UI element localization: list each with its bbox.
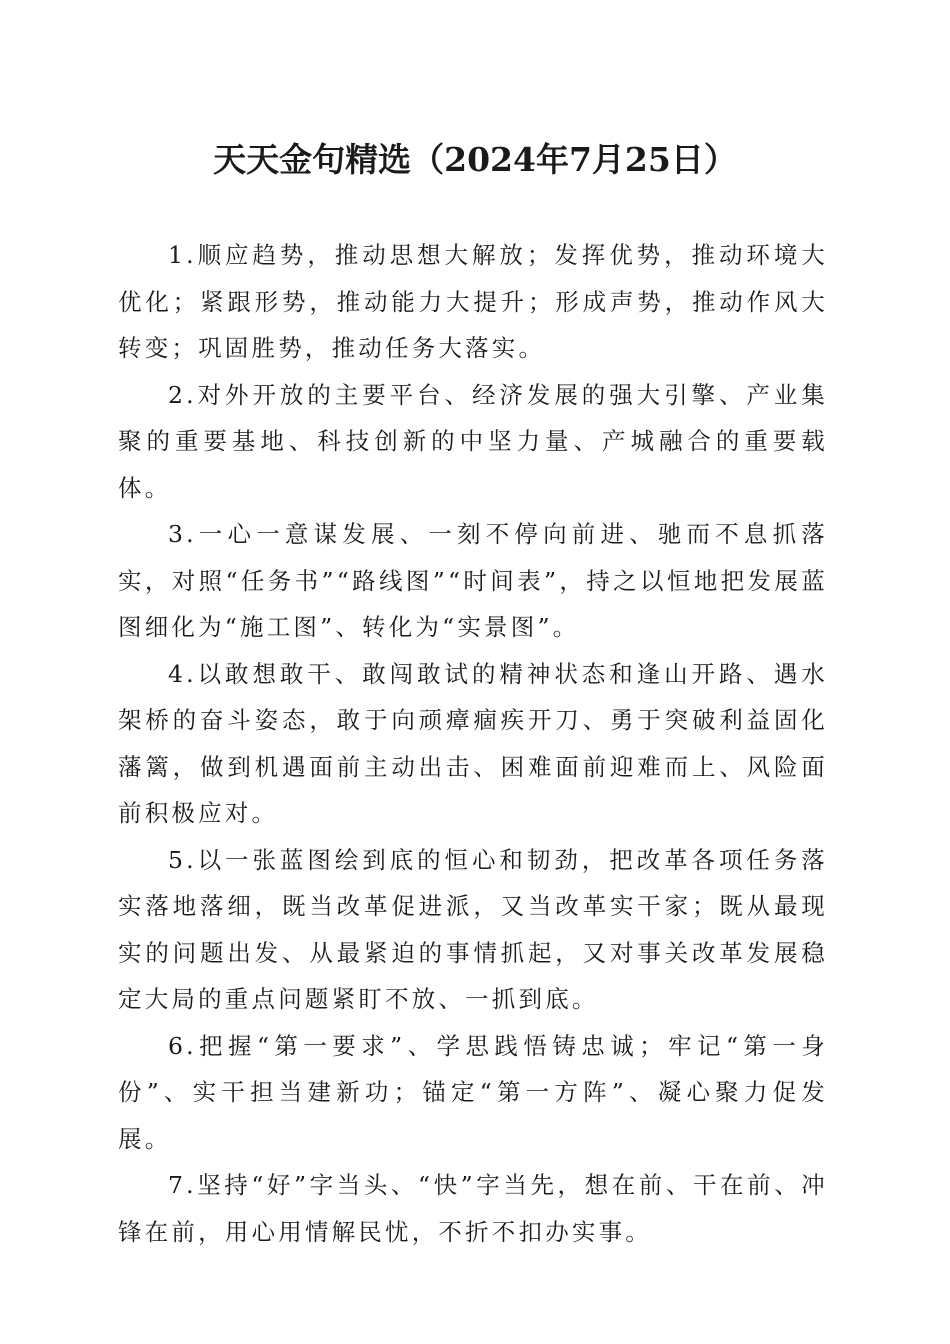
paragraph-2: 2.对外开放的主要平台、经济发展的强大引擎、产业集聚的重要基地、科技创新的中坚力量、产城融合的重要载体。: [118, 380, 828, 502]
paragraph-7: 7.坚持“好”字当头、“快”字当先，想在前、干在前、冲锋在前，用心用情解民忧，不折不扣办实事。: [118, 1171, 828, 1246]
paragraph-5: 5.以一张蓝图绘到底的恒心和韧劲，把改革各项任务落实落地落细，既当改革促进派，又当改革实干家；既从最现实的问题出发、从最紧迫的事情抓起，又对事关改革发展稳定大局的重点问题紧盯不放、一抓到底。: [118, 845, 828, 1013]
paragraph-3: 3.一心一意谋发展、一刻不停向前进、驰而不息抓落实，对照“任务书”“路线图”“时间表”，持之以恒地把发展蓝图细化为“施工图”、转化为“实景图”。: [118, 520, 828, 641]
paragraph-6: 6.把握“第一要求”、学思践悟铸忠诚；牢记“第一身份”、实干担当建新功；锚定“第一方阵”、凝心聚力促发展。: [118, 1031, 828, 1153]
document-title: 天天金句精选（2024年7月25日）: [213, 140, 737, 179]
document-body: [118, 232, 828, 1255]
paragraph-4: 4.以敢想敢干、敢闯敢试的精神状态和逢山开路、遇水架桥的奋斗姿态，敢于向顽瘴痼疾开刀、勇于突破利益固化藩篱，做到机遇面前主动出击、困难面前迎难而上、风险面前积极应对。: [118, 659, 828, 827]
paragraph-1: 1.顺应趋势，推动思想大解放；发挥优势，推动环境大优化；紧跟形势，推动能力大提升；形成声势，推动作风大转变；巩固胜势，推动任务大落实。: [118, 241, 828, 362]
